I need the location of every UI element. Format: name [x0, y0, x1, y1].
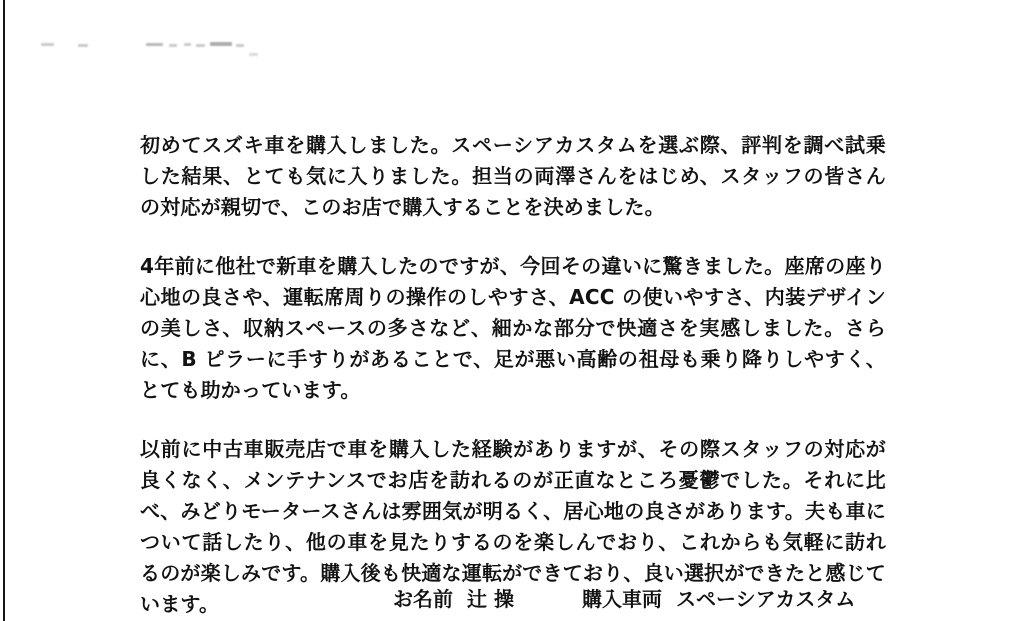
scan-smudge	[210, 42, 232, 46]
scan-edge-line	[3, 0, 5, 621]
scan-smudge	[196, 44, 205, 47]
scan-smudge	[169, 44, 177, 47]
customer-name-group	[393, 585, 514, 613]
name-label: お名前	[393, 587, 453, 611]
scan-smudge	[184, 43, 191, 46]
scan-smudge	[146, 43, 163, 46]
testimonial-body	[140, 130, 886, 620]
testimonial-paragraph-2: 4年前に他社で新車を購入したのですが、今回その違いに驚きました。座席の座り心地の良さや、運転席周りの操作のしやすさ、ACC の使いやすさ、内装デザインの美しさ、収納スペースの多さなど、細かな部分で快適さを実感しました。さらに、B ピラーに手すりがあることで、足が悪い高齢の祖母も乗り降りしやすく、とても助かっています。	[140, 254, 886, 402]
vehicle-value: スペーシアカスタム	[675, 587, 856, 611]
scan-smudge	[249, 53, 258, 56]
testimonial-paragraph-3: 以前に中古車販売店で車を購入した経験がありますが、その際スタッフの対応が良くなく、メンテナンスでお店を訪れるのが正直なところ憂鬱でした。それに比べ、みどりモータースさんは雰囲気が明るく、居心地の良さがあります。夫も車について話したり、他の車を見たりするのを楽しんでおり、これからも気軽に訪れるのが楽しみです。購入後も快適な運転ができており、良い選択ができたと感じています。	[140, 437, 886, 616]
testimonial-paragraph-1: 初めてスズキ車を購入しました。スペーシアカスタムを選ぶ際、評判を調べ試乗した結果、とても気に入りました。担当の両澤さんをはじめ、スタッフの皆さんの対応が親切で、このお店で購入することを決めました。	[140, 133, 886, 219]
name-value: 辻 操	[467, 587, 514, 611]
scan-smudge	[41, 43, 54, 46]
vehicle-label: 購入車両	[581, 587, 662, 611]
signature-line	[140, 585, 886, 613]
scan-artifacts	[0, 0, 1024, 60]
scan-smudge	[236, 44, 244, 47]
scan-smudge	[78, 44, 88, 47]
purchased-vehicle-group	[582, 585, 855, 613]
